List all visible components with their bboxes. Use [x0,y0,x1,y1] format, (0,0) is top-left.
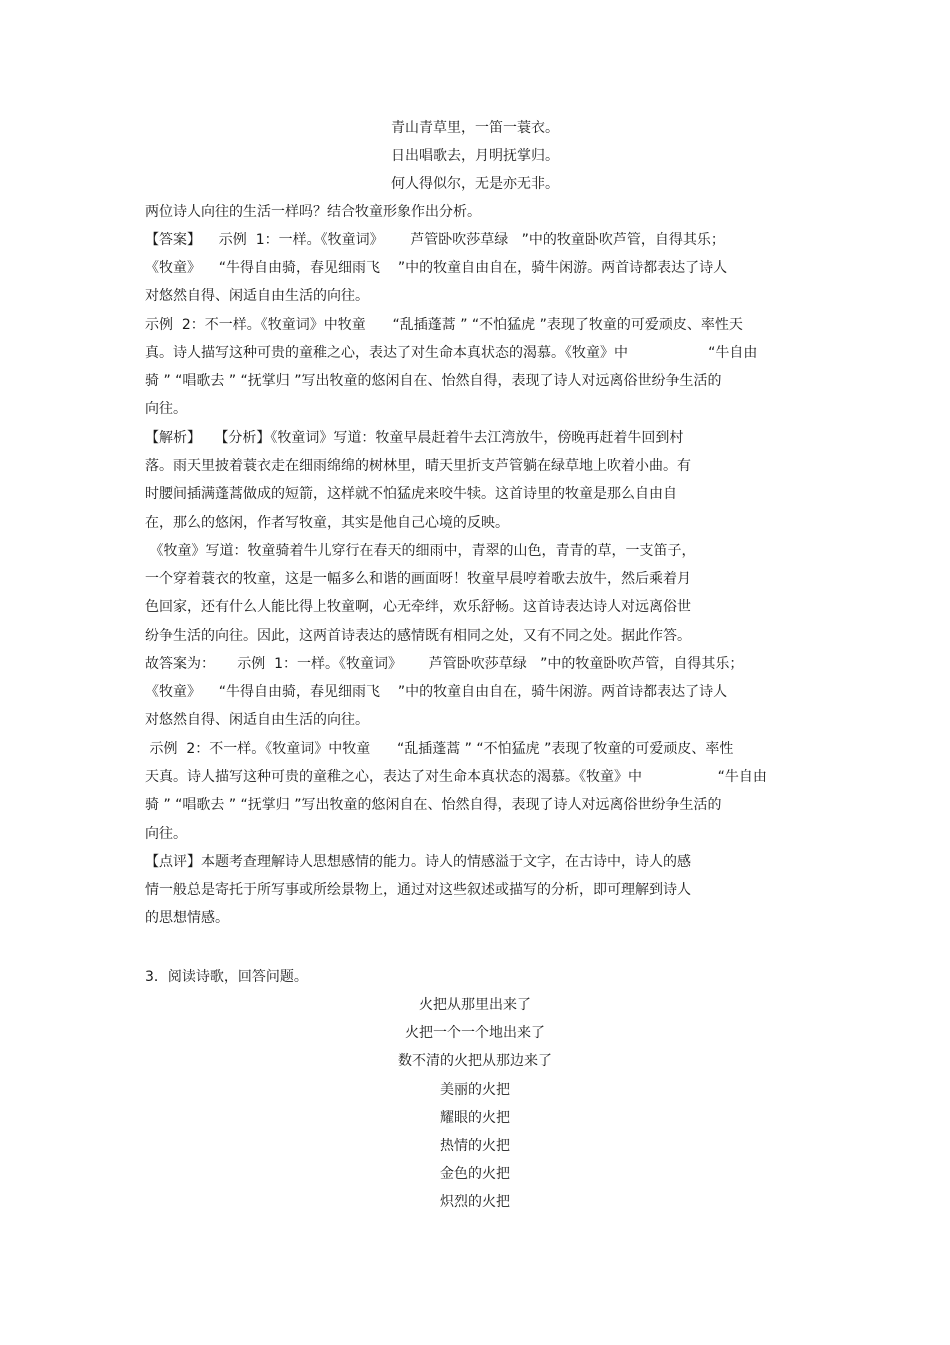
poem1-line-3: 何人得似尔，无是亦无非。 [391,176,559,192]
comment-line-3: 的思想情感。 [145,910,229,926]
answer-line-5: 真。诗人描写这种可贵的童稚之心，表达了对生命本真状态的渴慕。《牧童》中 “牛自由 [145,345,758,361]
analysis-line-1: 【解析】 【分析】《牧童词》写道：牧童早晨赶着牛去江湾放牛，傍晚再赶着牛回到村 [145,430,684,446]
analysis-line-3: 时腰间插满蓬蒿做成的短箭，这样就不怕猛虎来咬牛犊。这首诗里的牧童是那么自由自 [145,486,677,502]
poem2-line-4: 美丽的火把 [440,1082,510,1098]
analysis-line-4: 在，那么的悠闲，作者写牧童，其实是他自己心境的反映。 [145,515,509,531]
analysis-line-8: 纷争生活的向往。因此，这两首诗表达的感情既有相同之处，又有不同之处。据此作答。 [145,628,691,644]
poem2-line-5: 耀眼的火把 [440,1110,510,1126]
analysis-line-7: 色回家，还有什么人能比得上牧童啊，心无牵绊，欢乐舒畅。这首诗表达诗人对远离俗世 [145,599,691,615]
poem1-line-2: 日出唱歌去，月明抚掌归。 [391,148,559,164]
answer-line-3: 对悠然自得、闲适自由生活的向往。 [145,288,369,304]
answer-line-2: 《牧童》 “牛得自由骑，春见细雨飞 ”中的牧童自由自在，骑牛闲游。两首诗都表达了诗人 [145,260,728,276]
poem2-line-3: 数不清的火把从那边来了 [398,1053,552,1069]
final-answer-line-1: 故答案为： 示例 1：一样。《牧童词》 芦管卧吹莎草绿 ”中的牧童卧吹芦管，自得其乐； [145,656,744,672]
final-answer-line-7: 向往。 [145,826,187,842]
poem1-line-1: 青山青草里，一笛一蓑衣。 [391,120,559,136]
comment-line-2: 情一般总是寄托于所写事或所绘景物上，通过对这些叙述或描写的分析，即可理解到诗人 [145,882,691,898]
answer-line-4: 示例 2：不一样。《牧童词》中牧童 “乱插蓬蒿 ” “不怕猛虎 ”表现了牧童的可爱顽皮、率性天 [145,317,743,333]
poem2-line-2: 火把一个一个地出来了 [405,1025,545,1041]
question-3-title: 3．阅读诗歌，回答问题。 [145,969,308,985]
comment-line-1: 【点评】本题考查理解诗人思想感情的能力。诗人的情感溢于文字，在古诗中，诗人的感 [145,854,691,870]
final-answer-line-5: 天真。诗人描写这种可贵的童稚之心，表达了对生命本真状态的渴慕。《牧童》中 “牛自由 [145,769,767,785]
analysis-line-5: 《牧童》写道：牧童骑着牛儿穿行在春天的细雨中，青翠的山色，青青的草，一支笛子， [145,543,696,559]
analysis-line-2: 落。雨天里披着蓑衣走在细雨绵绵的树林里，晴天里折支芦管躺在绿草地上吹着小曲。有 [145,458,691,474]
final-answer-line-4: 示例 2：不一样。《牧童词》中牧童 “乱插蓬蒿 ” “不怕猛虎 ”表现了牧童的可爱顽皮、率性 [145,741,734,757]
question-2-text: 两位诗人向往的生活一样吗？结合牧童形象作出分析。 [145,204,481,220]
answer-line-1: 【答案】 示例 1：一样。《牧童词》 芦管卧吹莎草绿 ”中的牧童卧吹芦管，自得其乐； [145,232,725,248]
answer-line-6: 骑 ” “唱歌去 ” “抚掌归 ”写出牧童的悠闲自在、怡然自得，表现了诗人对远离俗世纷争生活的 [145,373,722,389]
analysis-line-6: 一个穿着蓑衣的牧童，这是一幅多么和谐的画面呀！牧童早晨哼着歌去放牛，然后乘着月 [145,571,691,587]
poem2-line-1: 火把从那里出来了 [419,997,531,1013]
final-answer-line-3: 对悠然自得、闲适自由生活的向往。 [145,712,369,728]
poem2-line-7: 金色的火把 [440,1166,510,1182]
final-answer-line-2: 《牧童》 “牛得自由骑，春见细雨飞 ”中的牧童自由自在，骑牛闲游。两首诗都表达了诗人 [145,684,728,700]
poem2-line-6: 热情的火把 [440,1138,510,1154]
answer-line-7: 向往。 [145,401,187,417]
poem2-line-8: 炽烈的火把 [440,1194,510,1210]
final-answer-line-6: 骑 ” “唱歌去 ” “抚掌归 ”写出牧童的悠闲自在、怡然自得，表现了诗人对远离俗世纷争生活的 [145,797,722,813]
